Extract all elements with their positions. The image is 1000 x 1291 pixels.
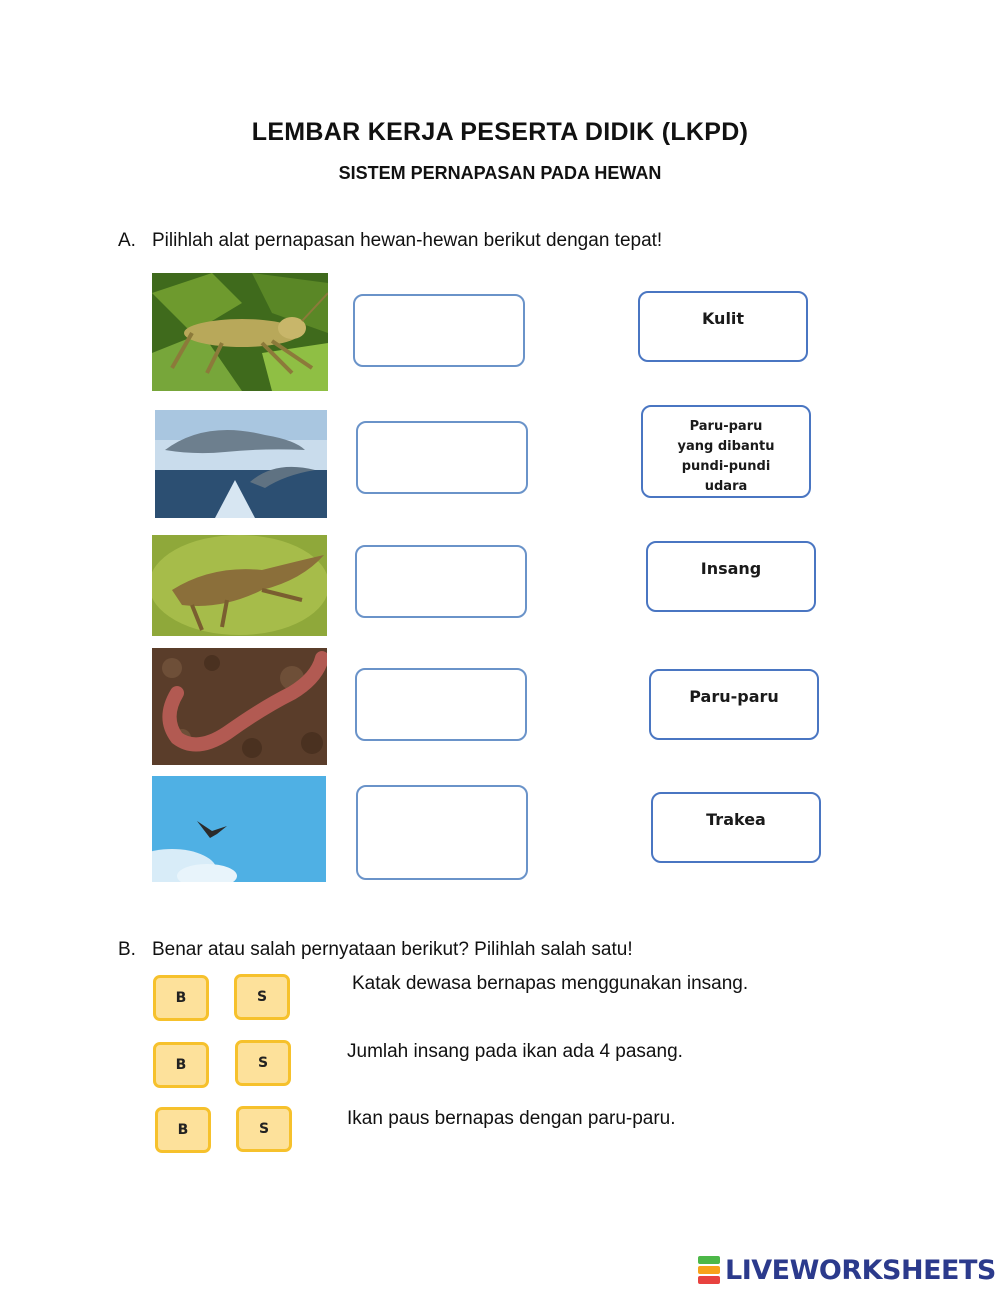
statement-1: Katak dewasa bernapas menggunakan insang. (352, 973, 749, 994)
option-paru-paru[interactable]: Paru-paru (649, 669, 819, 740)
option-insang[interactable]: Insang (646, 541, 816, 612)
answer-box-frog[interactable] (355, 545, 527, 618)
option-paru-paru-pundi-udara-label: Paru-paru yang dibantu pundi-pundi udara (677, 419, 775, 494)
false-button-3[interactable]: S (236, 1106, 292, 1152)
section-a-number: A. (118, 230, 136, 251)
true-button-2[interactable]: B (153, 1042, 209, 1088)
answer-box-dolphin[interactable] (356, 421, 528, 494)
answer-box-earthworm[interactable] (355, 668, 527, 741)
section-b-heading (118, 939, 633, 961)
false-button-2[interactable]: S (235, 1040, 291, 1086)
option-paru-paru-pundi-udara[interactable] (641, 405, 811, 498)
answer-box-bird[interactable] (356, 785, 528, 880)
option-trakea[interactable]: Trakea (651, 792, 821, 863)
section-a-instruction: Pilihlah alat pernapasan hewan-hewan berikut dengan tepat! (152, 230, 663, 251)
grasshopper-photo (152, 273, 328, 391)
statement-3: Ikan paus bernapas dengan paru-paru. (347, 1108, 676, 1129)
answer-box-grasshopper[interactable] (353, 294, 525, 367)
bird-photo (152, 776, 326, 882)
liveworksheets-logo-icon (698, 1256, 722, 1284)
worksheet-title: LEMBAR KERJA PESERTA DIDIK (LKPD) (251, 118, 749, 146)
liveworksheets-logo (698, 1255, 996, 1285)
section-a-heading (118, 230, 662, 252)
dolphin-photo (155, 410, 327, 518)
false-button-1[interactable]: S (234, 974, 290, 1020)
true-button-3[interactable]: B (155, 1107, 211, 1153)
option-kulit[interactable]: Kulit (638, 291, 808, 362)
section-b-number: B. (118, 939, 136, 960)
frog-photo (152, 535, 327, 636)
liveworksheets-logo-text: LIVEWORKSHEETS (725, 1254, 996, 1286)
statement-2: Jumlah insang pada ikan ada 4 pasang. (347, 1041, 683, 1062)
section-b-instruction: Benar atau salah pernyataan berikut? Pilihlah salah satu! (152, 939, 633, 960)
worksheet-subtitle: SISTEM PERNAPASAN PADA HEWAN (338, 163, 662, 183)
true-button-1[interactable]: B (153, 975, 209, 1021)
earthworm-photo (152, 648, 327, 765)
